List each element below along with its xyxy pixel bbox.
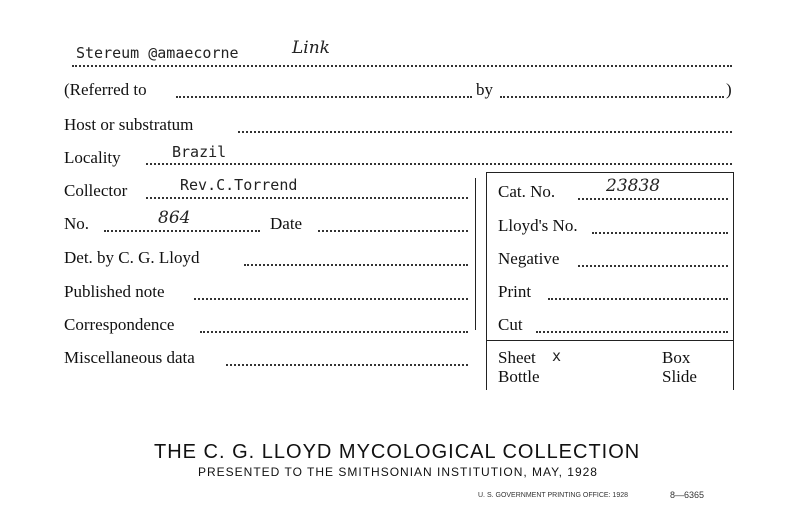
locality-value: Brazil [172,143,227,161]
by-label: by [476,80,493,99]
referred-to-rule [176,96,472,98]
cat-no-label: Cat. No. [498,182,556,201]
box-left-border [486,172,487,390]
box-label: Box [662,348,691,367]
published-note-rule [194,298,468,300]
host-rule [238,131,732,133]
lloyds-no-label: Lloyd's No. [498,216,578,235]
det-by-rule [244,264,468,266]
close-paren: ) [726,80,732,99]
sheet-label: Sheet [498,348,536,367]
sheet-mark: x [552,347,562,365]
miscellaneous-data-label: Miscellaneous data [64,348,195,367]
print-rule [548,298,728,300]
by-rule [500,96,724,98]
box-sheet-divider [486,340,734,341]
no-label: No. [64,214,90,233]
date-label: Date [270,214,303,233]
host-label: Host or substratum [64,115,194,134]
print-label: Print [498,282,532,301]
locality-rule [146,163,732,165]
cat-no-value: 23838 [606,176,661,196]
published-note-label: Published note [64,282,165,301]
species-name-typed: Stereum @amaecorne [76,44,239,62]
no-value: 864 [158,208,191,228]
negative-rule [578,265,728,267]
date-rule [318,230,468,232]
cat-no-rule [578,198,728,200]
cut-label: Cut [498,315,523,334]
negative-label: Negative [498,249,560,268]
no-rule [104,230,260,232]
printing-office-note: U. S. GOVERNMENT PRINTING OFFICE: 1928 [478,492,629,499]
box-top-border [486,172,734,173]
slide-label: Slide [662,367,697,386]
form-number: 8—6365 [670,490,705,500]
det-by-label: Det. by C. G. Lloyd [64,248,200,267]
locality-label: Locality [64,148,121,167]
miscellaneous-data-rule [226,364,468,366]
lloyds-no-rule [592,232,728,234]
collector-rule [146,197,468,199]
species-rule [72,65,732,67]
collection-title: THE C. G. LLOYD MYCOLOGICAL COLLECTION [154,441,641,463]
collection-subtitle: PRESENTED TO THE SMITHSONIAN INSTITUTION, MAY, 1928 [198,465,598,479]
left-column-divider [475,178,476,330]
species-author-handwritten: Link [292,38,330,58]
box-right-border [733,172,734,390]
cut-rule [536,331,728,333]
bottle-label: Bottle [498,367,540,386]
correspondence-rule [200,331,468,333]
referred-to-label: (Referred to [64,80,147,99]
collector-value: Rev.C.Torrend [180,176,298,194]
correspondence-label: Correspondence [64,315,175,334]
collector-label: Collector [64,181,128,200]
